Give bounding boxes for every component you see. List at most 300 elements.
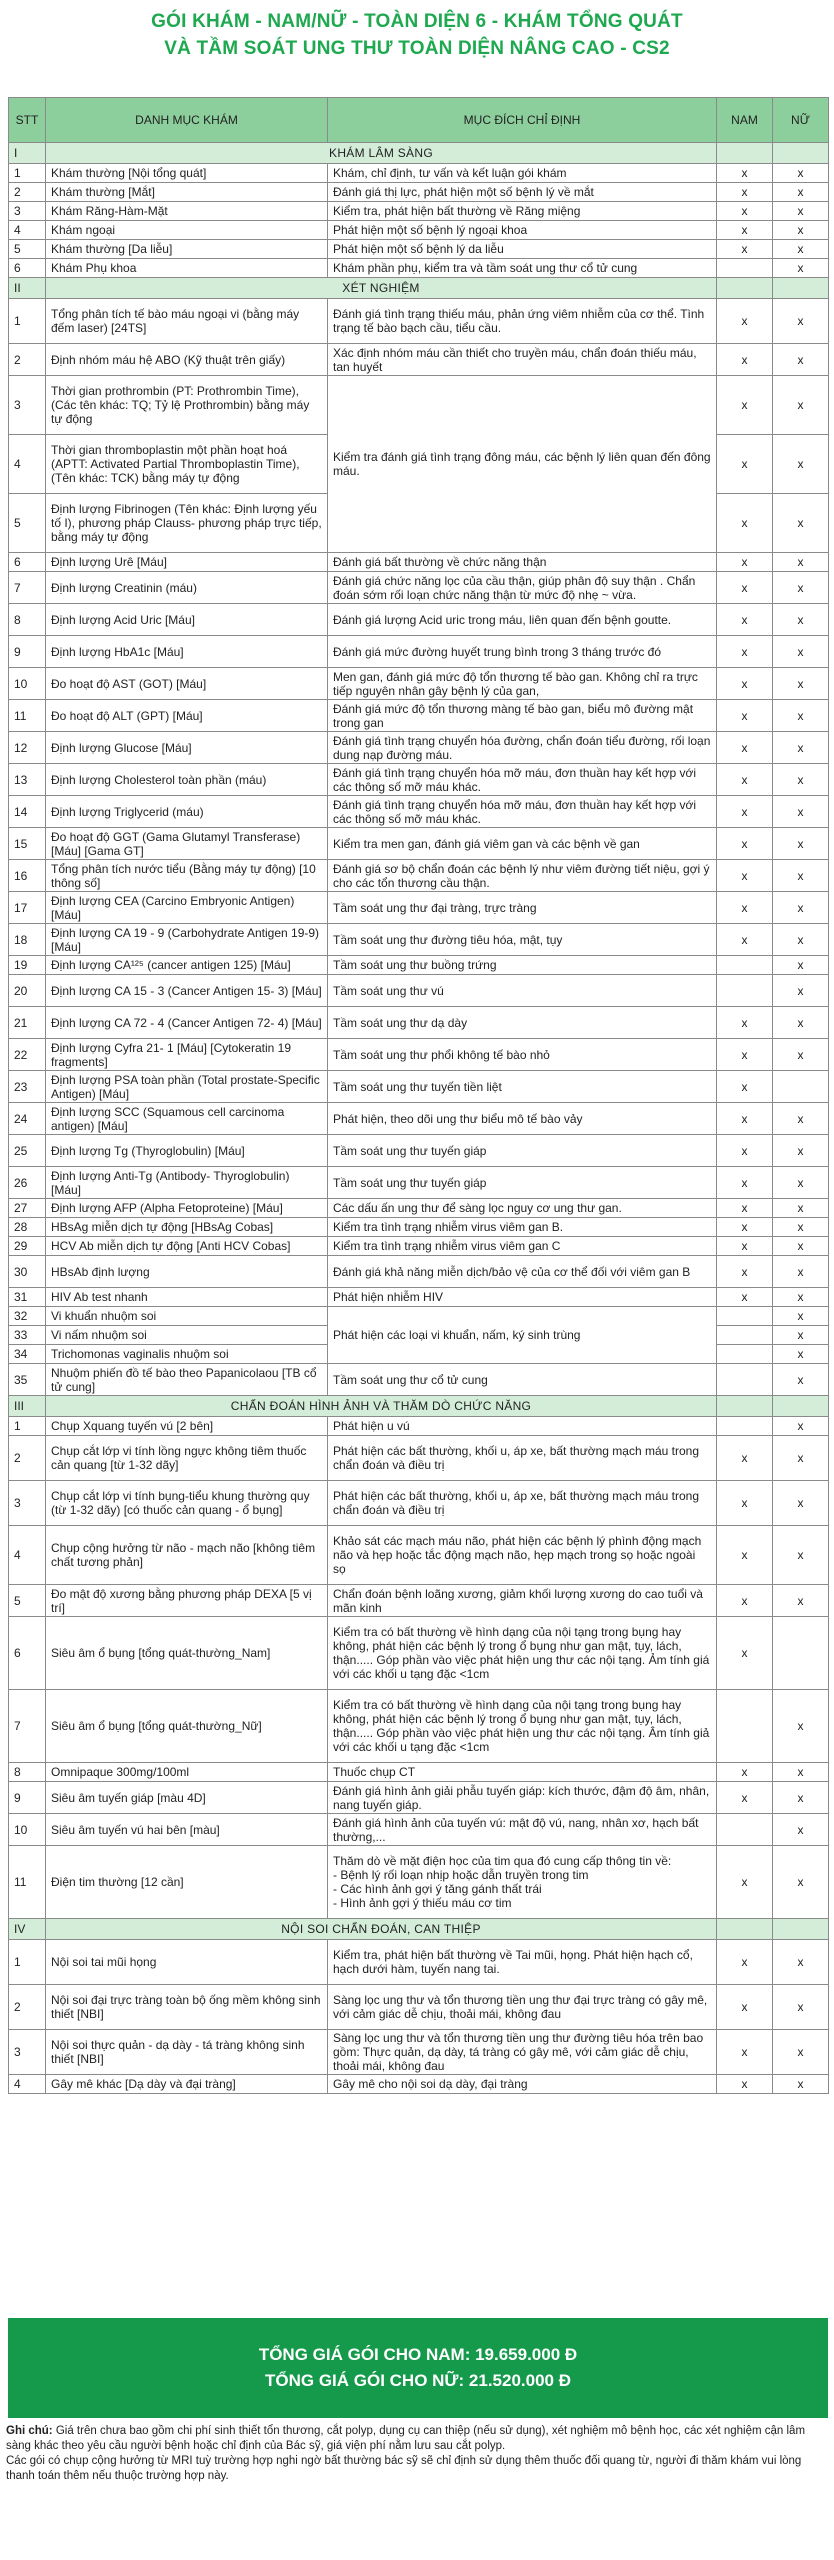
male-mark: x — [717, 1167, 773, 1199]
female-mark: x — [773, 860, 829, 892]
row-purpose: Kiểm tra, phát hiện bất thường về Răng miệng — [328, 202, 717, 221]
row-stt: 2 — [9, 1436, 46, 1481]
male-mark: x — [717, 2030, 773, 2075]
row-stt: 2 — [9, 1985, 46, 2030]
note-text-2: Các gói có chụp cộng hưởng từ MRI tuỳ trường hợp nghi ngờ bất thường bác sỹ sẽ chỉ định sử dụng thêm thuốc đối quang từ, người đi thăm khám vui lòng thanh toán thêm nếu thuộc trường hợp này. — [6, 2455, 802, 2482]
male-mark: x — [717, 636, 773, 668]
female-mark: x — [773, 553, 829, 572]
row-purpose: Phát hiện một số bệnh lý ngoại khoa — [328, 221, 717, 240]
female-mark: x — [773, 732, 829, 764]
row-item: Nội soi đại trực tràng toàn bộ ống mềm không sinh thiết [NBI] — [46, 1985, 328, 2030]
male-mark: x — [717, 344, 773, 376]
row-stt: 6 — [9, 1617, 46, 1690]
table-row — [9, 1846, 829, 1919]
row-purpose: Đánh giá chức năng lọc của cầu thận, giúp phân độ suy thận . Chẩn đoán sớm rối loạn chức năng thận từ mức độ nhẹ ~ vừa. — [328, 572, 717, 604]
table-row — [9, 1039, 829, 1071]
row-stt: 6 — [9, 259, 46, 278]
row-stt: 4 — [9, 221, 46, 240]
row-purpose: Kiểm tra tình trạng nhiễm virus viêm gan B. — [328, 1218, 717, 1237]
section-row — [9, 1919, 829, 1940]
row-item: Định lượng CA 72 - 4 (Cancer Antigen 72- 4) [Máu] — [46, 1007, 328, 1039]
table-row — [9, 1985, 829, 2030]
section-title: XÉT NGHIỆM — [46, 278, 717, 299]
female-mark: x — [773, 1345, 829, 1364]
female-mark: x — [773, 1526, 829, 1585]
row-purpose: Đánh giá sơ bộ chẩn đoán các bệnh lý như viêm đường tiết niệu, gợi ý cho các tổn thương cầu thận. — [328, 860, 717, 892]
male-mark: x — [717, 604, 773, 636]
female-mark: x — [773, 764, 829, 796]
header-item: DANH MỤC KHÁM — [46, 98, 328, 143]
header-male: NAM — [717, 98, 773, 143]
female-mark: x — [773, 1007, 829, 1039]
row-stt: 25 — [9, 1135, 46, 1167]
row-item: Khám Phụ khoa — [46, 259, 328, 278]
table-row — [9, 1526, 829, 1585]
female-mark: x — [773, 344, 829, 376]
row-item: Tổng phân tích tế bào máu ngoại vi (bằng máy đếm laser) [24TS] — [46, 299, 328, 344]
row-purpose: Phát hiện các loại vi khuẩn, nấm, ký sinh trùng — [328, 1307, 717, 1364]
row-stt: 13 — [9, 764, 46, 796]
row-item: Định nhóm máu hệ ABO (Kỹ thuật trên giấy) — [46, 344, 328, 376]
row-purpose: Phát hiện nhiễm HIV — [328, 1288, 717, 1307]
table-row — [9, 636, 829, 668]
title-line-1: GÓI KHÁM - NAM/NỮ - TOÀN DIỆN 6 - KHÁM TỔNG QUÁT — [151, 11, 683, 32]
table-row — [9, 1167, 829, 1199]
male-mark: x — [717, 183, 773, 202]
table-row — [9, 1417, 829, 1436]
table-row — [9, 259, 829, 278]
row-item: Định lượng Cyfra 21- 1 [Máu] [Cytokeratin 19 fragments] — [46, 1039, 328, 1071]
row-stt: 4 — [9, 2075, 46, 2094]
male-mark: x — [717, 892, 773, 924]
female-mark: x — [773, 1288, 829, 1307]
row-item: Đo mật độ xương bằng phương pháp DEXA [5 vị trí] — [46, 1585, 328, 1617]
male-mark: x — [717, 572, 773, 604]
section-row — [9, 278, 829, 299]
male-mark: x — [717, 221, 773, 240]
female-mark: x — [773, 1218, 829, 1237]
row-stt: 10 — [9, 668, 46, 700]
male-mark: x — [717, 1135, 773, 1167]
row-stt: 5 — [9, 494, 46, 553]
section-roman: II — [9, 278, 46, 299]
row-item: Khám thường [Nội tổng quát] — [46, 164, 328, 183]
note-text: Giá trên chưa bao gồm chi phí sinh thiết tổn thương, cắt polyp, dụng cụ can thiệp (nếu sử dụng), xét nghiệm mô bệnh học, các xét nghiệm cận lâm sàng khác theo yêu cầu người bệnh hoặc chỉ định của Bác sỹ, giá viện phí nằm lưu sau cắt polyp. — [6, 2425, 806, 2452]
table-header — [9, 98, 829, 143]
female-mark: x — [773, 1985, 829, 2030]
table-row — [9, 1071, 829, 1103]
female-mark: x — [773, 1940, 829, 1985]
row-purpose: Tầm soát ung thư tuyến giáp — [328, 1167, 717, 1199]
female-mark: x — [773, 1846, 829, 1919]
female-mark: x — [773, 604, 829, 636]
row-stt: 1 — [9, 1417, 46, 1436]
row-purpose: Tầm soát ung thư phổi không tế bào nhỏ — [328, 1039, 717, 1071]
row-stt: 29 — [9, 1237, 46, 1256]
female-mark: x — [773, 828, 829, 860]
row-stt: 12 — [9, 732, 46, 764]
row-stt: 22 — [9, 1039, 46, 1071]
row-stt: 3 — [9, 2030, 46, 2075]
male-mark: x — [717, 1526, 773, 1585]
row-item: HBsAb định lượng — [46, 1256, 328, 1288]
table-row — [9, 1288, 829, 1307]
row-stt: 5 — [9, 1585, 46, 1617]
male-mark: x — [717, 1237, 773, 1256]
table-row — [9, 860, 829, 892]
male-mark: x — [717, 732, 773, 764]
female-mark: x — [773, 494, 829, 553]
row-item: Định lượng HbA1c [Máu] — [46, 636, 328, 668]
table-row — [9, 1364, 829, 1396]
row-stt: 1 — [9, 164, 46, 183]
table-row — [9, 1256, 829, 1288]
header-stt: STT — [9, 98, 46, 143]
male-mark: x — [717, 1436, 773, 1481]
row-stt: 27 — [9, 1199, 46, 1218]
male-mark: x — [717, 1256, 773, 1288]
female-mark: x — [773, 299, 829, 344]
table-row — [9, 1436, 829, 1481]
male-mark: x — [717, 796, 773, 828]
table-row — [9, 1617, 829, 1690]
male-mark: x — [717, 1940, 773, 1985]
row-purpose: Tầm soát ung thư buồng trứng — [328, 956, 717, 975]
row-purpose: Đánh giá lượng Acid uric trong máu, liên quan đến bệnh goutte. — [328, 604, 717, 636]
row-item: Siêu âm ổ bụng [tổng quát-thường_Nữ] — [46, 1690, 328, 1763]
male-mark: x — [717, 1585, 773, 1617]
female-mark: x — [773, 183, 829, 202]
row-purpose: Thăm dò về mặt điện học của tim qua đó cung cấp thông tin về: - Bệnh lý rối loạn nhịp hoặc dẫn truyền trong tim - Các hình ảnh gợi ý tăng gánh thất trái - Hình ảnh gợi ý thiếu máu cơ tim — [328, 1846, 717, 1919]
female-mark: x — [773, 221, 829, 240]
row-item: Điện tim thường [12 cần] — [46, 1846, 328, 1919]
table-row — [9, 183, 829, 202]
female-mark: x — [773, 700, 829, 732]
male-mark: x — [717, 764, 773, 796]
table-row — [9, 700, 829, 732]
row-stt: 4 — [9, 435, 46, 494]
row-item: Khám ngoại — [46, 221, 328, 240]
row-purpose: Sàng lọc ung thư và tổn thương tiền ung thư đại trực tràng có gây mê, với cảm giác dễ chịu, thoải mái, không đau — [328, 1985, 717, 2030]
row-item: Siêu âm tuyến vú hai bên [màu] — [46, 1814, 328, 1846]
table-row — [9, 604, 829, 636]
table-row — [9, 1481, 829, 1526]
section-title: NỘI SOI CHẨN ĐOÁN, CAN THIỆP — [46, 1919, 717, 1940]
row-stt: 31 — [9, 1288, 46, 1307]
row-stt: 33 — [9, 1326, 46, 1345]
row-stt: 2 — [9, 344, 46, 376]
footnote — [6, 2424, 828, 2484]
male-mark: x — [717, 494, 773, 553]
row-item: Chụp cắt lớp vi tính bụng-tiểu khung thường quy (từ 1-32 dãy) [có thuốc cản quang - ổ bụng] — [46, 1481, 328, 1526]
female-mark: x — [773, 2030, 829, 2075]
section-roman: IV — [9, 1919, 46, 1940]
row-stt: 6 — [9, 553, 46, 572]
male-mark: x — [717, 2075, 773, 2094]
female-mark: x — [773, 1782, 829, 1814]
row-item: Nội soi tai mũi họng — [46, 1940, 328, 1985]
row-purpose: Tầm soát ung thư tuyến tiền liệt — [328, 1071, 717, 1103]
row-item: Khám thường [Mắt] — [46, 183, 328, 202]
row-purpose: Xác định nhóm máu cần thiết cho truyền máu, chẩn đoán thiếu máu, tan huyết — [328, 344, 717, 376]
female-mark: x — [773, 2075, 829, 2094]
row-purpose: Đánh giá hình ảnh của tuyến vú: mật độ vú, nang, nhân xơ, hạch bất thường,... — [328, 1814, 717, 1846]
header-female: NỮ — [773, 98, 829, 143]
table-row — [9, 572, 829, 604]
row-purpose: Kiểm tra, phát hiện bất thường về Tai mũi, họng. Phát hiện hạch cổ, hạch dưới hàm, tuyến nang tai. — [328, 1940, 717, 1985]
row-item: Nội soi thực quản - dạ dày - tá tràng không sinh thiết [NBI] — [46, 2030, 328, 2075]
row-item: Định lượng PSA toàn phần (Total prostate-Specific Antigen) [Máu] — [46, 1071, 328, 1103]
row-item: HBsAg miễn dịch tự động [HBsAg Cobas] — [46, 1218, 328, 1237]
table-row — [9, 1103, 829, 1135]
row-item: Omnipaque 300mg/100ml — [46, 1763, 328, 1782]
row-item: Định lượng CEA (Carcino Embryonic Antigen) [Máu] — [46, 892, 328, 924]
row-item: Đo hoạt độ GGT (Gama Glutamyl Transferase) [Máu] [Gama GT] — [46, 828, 328, 860]
table-row — [9, 1007, 829, 1039]
row-stt: 4 — [9, 1526, 46, 1585]
male-mark: x — [717, 164, 773, 183]
header-purpose: MỤC ĐÍCH CHỈ ĐỊNH — [328, 98, 717, 143]
female-mark: x — [773, 1307, 829, 1326]
row-purpose: Các dấu ấn ung thư để sàng lọc nguy cơ ung thư gan. — [328, 1199, 717, 1218]
row-stt: 9 — [9, 636, 46, 668]
row-item: Định lượng CA 15 - 3 (Cancer Antigen 15- 3) [Máu] — [46, 975, 328, 1007]
male-mark: x — [717, 1288, 773, 1307]
row-purpose: Phát hiện u vú — [328, 1417, 717, 1436]
row-stt: 19 — [9, 956, 46, 975]
row-purpose: Phát hiện, theo dõi ung thư biểu mô tế bào vảy — [328, 1103, 717, 1135]
table-row — [9, 1307, 829, 1326]
row-item: Trichomonas vaginalis nhuộm soi — [46, 1345, 328, 1364]
male-mark: x — [717, 828, 773, 860]
row-stt: 30 — [9, 1256, 46, 1288]
row-stt: 17 — [9, 892, 46, 924]
table-row — [9, 553, 829, 572]
table-row — [9, 1585, 829, 1617]
table-row — [9, 344, 829, 376]
row-item: Siêu âm ổ bụng [tổng quát-thường_Nam] — [46, 1617, 328, 1690]
female-mark: x — [773, 1256, 829, 1288]
male-mark: x — [717, 376, 773, 435]
row-purpose: Tầm soát ung thư dạ dày — [328, 1007, 717, 1039]
table-row — [9, 2030, 829, 2075]
male-mark: x — [717, 924, 773, 956]
row-item: Định lượng Anti-Tg (Antibody- Thyroglobulin) [Máu] — [46, 1167, 328, 1199]
row-stt: 18 — [9, 924, 46, 956]
female-mark: x — [773, 1417, 829, 1436]
table-row — [9, 1690, 829, 1763]
female-mark: x — [773, 240, 829, 259]
row-item: Định lượng Cholesterol toàn phần (máu) — [46, 764, 328, 796]
female-mark: x — [773, 1237, 829, 1256]
package-title — [0, 0, 834, 86]
row-stt: 3 — [9, 1481, 46, 1526]
female-mark: x — [773, 1326, 829, 1345]
male-mark: x — [717, 1617, 773, 1690]
row-stt: 14 — [9, 796, 46, 828]
row-stt: 1 — [9, 1940, 46, 1985]
row-stt: 34 — [9, 1345, 46, 1364]
male-mark: x — [717, 1763, 773, 1782]
row-purpose: Kiểm tra có bất thường về hình dạng của nội tạng trong bụng hay không, phát hiện các bệnh lý trong ổ bụng như gan mật, tụy, lách, thận..... Góp phần vào việc phát hiện ung thư các nội tạng. Ảm tính giá với các khối u tạng đặc <1cm — [328, 1617, 717, 1690]
row-purpose: Gây mê cho nội soi dạ dày, đại tràng — [328, 2075, 717, 2094]
row-item: Chụp Xquang tuyến vú [2 bên] — [46, 1417, 328, 1436]
row-stt: 23 — [9, 1071, 46, 1103]
table-row — [9, 956, 829, 975]
female-mark: x — [773, 1135, 829, 1167]
row-item: Định lượng Creatinin (máu) — [46, 572, 328, 604]
male-price: TỔNG GIÁ GÓI CHO NAM: 19.659.000 Đ — [258, 2345, 578, 2364]
row-item: Định lượng Fibrinogen (Tên khác: Định lượng yếu tố I), phương pháp Clauss- phương pháp trực tiếp, bằng máy tự động — [46, 494, 328, 553]
table-row — [9, 764, 829, 796]
male-mark: x — [717, 1782, 773, 1814]
male-mark: x — [717, 1481, 773, 1526]
row-item: Định lượng CA 19 - 9 (Carbohydrate Antigen 19-9) [Máu] — [46, 924, 328, 956]
row-purpose: Đánh giá mức đường huyết trung bình trong 3 tháng trước đó — [328, 636, 717, 668]
female-mark: x — [773, 956, 829, 975]
row-stt: 32 — [9, 1307, 46, 1326]
row-stt: 3 — [9, 376, 46, 435]
male-mark: x — [717, 1103, 773, 1135]
row-stt: 1 — [9, 299, 46, 344]
female-mark: x — [773, 1199, 829, 1218]
row-purpose: Tầm soát ung thư cổ tử cung — [328, 1364, 717, 1396]
female-mark: x — [773, 636, 829, 668]
female-mark: x — [773, 1103, 829, 1135]
row-item: Định lượng Acid Uric [Máu] — [46, 604, 328, 636]
total-price-box — [8, 2318, 828, 2418]
row-purpose: Phát hiện một số bệnh lý da liễu — [328, 240, 717, 259]
row-purpose: Khám, chỉ định, tư vấn và kết luận gói khám — [328, 164, 717, 183]
row-stt: 8 — [9, 1763, 46, 1782]
male-mark: x — [717, 668, 773, 700]
row-purpose: Đánh giá tình trạng thiếu máu, phản ứng viêm nhiễm của cơ thể. Tình trạng tế bào bạch cầu, tiểu cầu. — [328, 299, 717, 344]
table-row — [9, 1199, 829, 1218]
table-row — [9, 796, 829, 828]
section-title: KHÁM LÂM SÀNG — [46, 143, 717, 164]
row-item: Định lượng Triglycerid (máu) — [46, 796, 328, 828]
row-purpose: Tầm soát ung thư đường tiêu hóa, mật, tụy — [328, 924, 717, 956]
row-purpose: Phát hiện các bất thường, khối u, áp xe, bất thường mạch máu trong chẩn đoán và điều trị — [328, 1436, 717, 1481]
female-mark: x — [773, 572, 829, 604]
male-mark: x — [717, 1846, 773, 1919]
row-stt: 16 — [9, 860, 46, 892]
row-purpose: Kiểm tra tình trạng nhiễm virus viêm gan C — [328, 1237, 717, 1256]
table-row — [9, 2075, 829, 2094]
female-mark: x — [773, 1167, 829, 1199]
row-item: Chụp cắt lớp vi tính lồng ngực không tiêm thuốc cản quang [từ 1-32 dãy] — [46, 1436, 328, 1481]
row-item: HCV Ab miễn dịch tự động [Anti HCV Cobas] — [46, 1237, 328, 1256]
note-label: Ghi chú: — [6, 2425, 53, 2437]
row-purpose: Men gan, đánh giá mức độ tổn thương tế bào gan. Không chỉ ra trực tiếp nguyên nhân gây bệnh lý của gan, — [328, 668, 717, 700]
row-item: Định lượng SCC (Squamous cell carcinoma antigen) [Máu] — [46, 1103, 328, 1135]
female-mark: x — [773, 668, 829, 700]
male-mark: x — [717, 1071, 773, 1103]
table-row — [9, 376, 829, 435]
table-row — [9, 202, 829, 221]
row-purpose: Đánh giá tình trạng chuyển hóa mỡ máu, đơn thuần hay kết hợp với các thông số mỡ máu khác. — [328, 764, 717, 796]
row-item: Chụp cộng hưởng từ não - mạch não [không tiêm chất tương phản] — [46, 1526, 328, 1585]
female-mark: x — [773, 1585, 829, 1617]
table-row — [9, 892, 829, 924]
row-stt: 11 — [9, 700, 46, 732]
row-item: Khám Răng-Hàm-Mặt — [46, 202, 328, 221]
row-item: Định lượng AFP (Alpha Fetoproteine) [Máu] — [46, 1199, 328, 1218]
male-mark: x — [717, 700, 773, 732]
female-mark: x — [773, 164, 829, 183]
table-row — [9, 924, 829, 956]
row-item: HIV Ab test nhanh — [46, 1288, 328, 1307]
row-purpose: Đánh giá khả năng miễn dịch/bảo vệ của cơ thể đối với viêm gan B — [328, 1256, 717, 1288]
table-row — [9, 1763, 829, 1782]
row-purpose: Kiểm tra có bất thường về hình dạng của nội tạng trong bụng hay không, phát hiện các bệnh lý trong ổ bụng như gan mật, tụy, lách, thận..... Góp phần vào việc phát hiện ung thư các nội tạng. Âm tính giả với các khối u tạng đặc <1cm — [328, 1690, 717, 1763]
table-row — [9, 1218, 829, 1237]
row-stt: 15 — [9, 828, 46, 860]
row-purpose: Đánh giá tình trạng chuyển hóa đường, chẩn đoán tiểu đường, rối loạn dung nạp đường máu. — [328, 732, 717, 764]
row-item: Định lượng Urê [Máu] — [46, 553, 328, 572]
row-item: Gây mê khác [Dạ dày và đại tràng] — [46, 2075, 328, 2094]
male-mark: x — [717, 1007, 773, 1039]
row-stt: 9 — [9, 1782, 46, 1814]
female-mark: x — [773, 1690, 829, 1763]
row-purpose: Đánh giá thị lực, phát hiện một số bệnh lý về mắt — [328, 183, 717, 202]
female-mark: x — [773, 1039, 829, 1071]
row-purpose: Đánh giá bất thường về chức năng thận — [328, 553, 717, 572]
male-mark: x — [717, 435, 773, 494]
female-mark: x — [773, 1364, 829, 1396]
male-mark: x — [717, 240, 773, 259]
table-row — [9, 1782, 829, 1814]
row-purpose: Kiểm tra men gan, đánh giá viêm gan và các bệnh về gan — [328, 828, 717, 860]
male-mark: x — [717, 553, 773, 572]
female-mark: x — [773, 1481, 829, 1526]
male-mark: x — [717, 1985, 773, 2030]
row-stt: 21 — [9, 1007, 46, 1039]
female-mark: x — [773, 376, 829, 435]
row-purpose: Tầm soát ung thư vú — [328, 975, 717, 1007]
row-item: Đo hoạt độ AST (GOT) [Máu] — [46, 668, 328, 700]
row-purpose: Đánh giá hình ảnh giải phẫu tuyến giáp: kích thước, đậm độ âm, nhân, nang tuyến giáp. — [328, 1782, 717, 1814]
row-item: Thời gian prothrombin (PT: Prothrombin Time), (Các tên khác: TQ; Tỷ lệ Prothrombin) bằng máy tự động — [46, 376, 328, 435]
female-mark: x — [773, 892, 829, 924]
row-purpose: Khảo sát các mạch máu não, phát hiện các bệnh lý phình động mạch não và hẹp hoặc tắc động mạch não, hẹp mạch trong sọ hoặc ngoài sọ — [328, 1526, 717, 1585]
table-row — [9, 1940, 829, 1985]
female-mark: x — [773, 975, 829, 1007]
row-item: Thời gian thromboplastin một phần hoạt hoá (APTT: Activated Partial Thromboplastin Time), (Tên khác: TCK) bằng máy tự động — [46, 435, 328, 494]
row-purpose: Chẩn đoán bệnh loãng xương, giảm khối lượng xương do cao tuổi và mãn kinh — [328, 1585, 717, 1617]
female-mark: x — [773, 1814, 829, 1846]
row-item: Siêu âm tuyến giáp [màu 4D] — [46, 1782, 328, 1814]
table-row — [9, 299, 829, 344]
row-stt: 3 — [9, 202, 46, 221]
row-item: Vi khuẩn nhuộm soi — [46, 1307, 328, 1326]
row-item: Khám thường [Da liễu] — [46, 240, 328, 259]
male-mark: x — [717, 1039, 773, 1071]
table-row — [9, 828, 829, 860]
row-stt: 11 — [9, 1846, 46, 1919]
row-stt: 35 — [9, 1364, 46, 1396]
row-item: Đo hoạt độ ALT (GPT) [Máu] — [46, 700, 328, 732]
row-stt: 24 — [9, 1103, 46, 1135]
row-purpose: Đánh giá mức độ tổn thương màng tế bào gan, biểu mô đường mật trong gan — [328, 700, 717, 732]
female-mark: x — [773, 435, 829, 494]
female-mark: x — [773, 924, 829, 956]
row-stt: 26 — [9, 1167, 46, 1199]
row-stt: 2 — [9, 183, 46, 202]
section-roman: III — [9, 1396, 46, 1417]
male-mark: x — [717, 202, 773, 221]
row-stt: 10 — [9, 1814, 46, 1846]
